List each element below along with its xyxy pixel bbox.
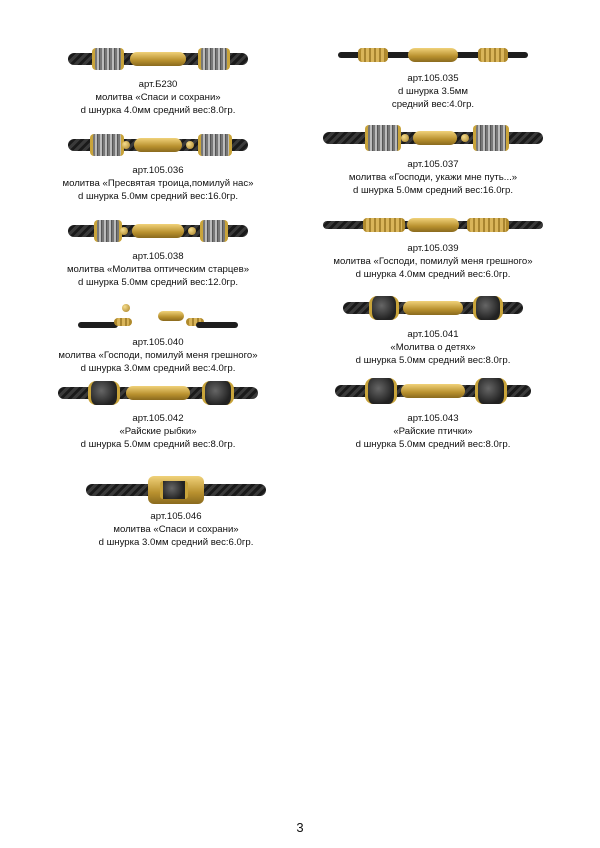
product-item-105-040 [23,298,293,375]
page-number: 3 [296,820,304,835]
spec-text: d шнурка 3.0мм средний вес:4.0гр. [80,363,236,374]
prayer-text: молитва «Спаси и сохрани» [113,524,239,535]
product-item-105-037 [298,120,568,197]
spec-text: d шнурка 4.0мм средний вес:6.0гр. [355,269,511,280]
spec-text: d шнурка 3.0мм средний вес:6.0гр. [98,537,254,548]
product-caption [298,328,568,367]
article-number: арт.105.037 [407,159,459,170]
bracelet-image [343,290,523,326]
prayer-text: молитва «Господи, укажи мне путь...» [348,172,518,183]
product-item-105-043 [298,372,568,451]
prayer-text: молитва «Господи, помилуй меня грешного» [58,350,258,361]
product-item-105-036 [23,128,293,203]
product-item-105-039 [298,210,568,281]
spec-text: d шнурка 5.0мм средний вес:8.0гр. [355,355,511,366]
spec-text: d шнурка 4.0мм средний вес:8.0гр. [80,105,236,116]
prayer-text: «Райские птички» [393,426,473,437]
spec-text: средний вес:4.0гр. [391,99,475,110]
product-caption [298,72,568,111]
bracelet-image [68,128,248,162]
prayer-text: «Райские рыбки» [119,426,197,437]
bracelet-image [86,472,266,508]
product-item-105-038 [23,214,293,289]
bracelet-image [323,120,543,156]
article-number: арт.105.042 [132,413,184,424]
article-number: арт.Б230 [138,79,178,90]
spec-text: d шнурка 5.0мм средний вес:16.0гр. [77,191,239,202]
product-caption [298,412,568,451]
article-number: арт.105.043 [407,413,459,424]
prayer-text: молитва «Молитва оптическим старцев» [66,264,250,275]
article-number: арт.105.038 [132,251,184,262]
product-caption [23,250,293,289]
product-caption [41,510,311,549]
article-number: арт.105.036 [132,165,184,176]
spec-text: d шнурка 5.0мм средний вес:8.0гр. [80,439,236,450]
spec-text: d шнурка 5.0мм средний вес:16.0гр. [352,185,514,196]
prayer-text: молитва «Спаси и сохрани» [95,92,221,103]
product-caption [298,158,568,197]
product-item-105-041 [298,290,568,367]
product-item-105-042 [23,376,293,451]
bracelet-image [338,40,528,70]
article-number: арт.105.041 [407,329,459,340]
product-caption [23,78,293,117]
article-number: арт.105.040 [132,337,184,348]
product-item-b230 [23,42,293,117]
product-caption [23,164,293,203]
product-caption [298,242,568,281]
spec-text: d шнурка 5.0мм средний вес:8.0гр. [355,439,511,450]
bracelet-image [335,372,531,410]
article-number: арт.105.046 [150,511,202,522]
bracelet-image [323,210,543,240]
bracelet-image [78,298,238,334]
product-item-105-046 [41,472,311,549]
article-number: арт.105.039 [407,243,459,254]
prayer-text: «Молитва о детях» [390,342,476,353]
prayer-text: молитва «Господи, помилуй меня грешного» [333,256,533,267]
product-caption [23,412,293,451]
product-item-105-035 [298,40,568,111]
product-caption [23,336,293,375]
bracelet-image [68,42,248,76]
prayer-text: d шнурка 3.5мм [398,86,468,97]
article-number: арт.105.035 [407,73,459,84]
bracelet-image [58,376,258,410]
prayer-text: молитва «Пресвятая троица,помилуй нас» [62,178,254,189]
spec-text: d шнурка 5.0мм средний вес:12.0гр. [77,277,239,288]
bracelet-image [68,214,248,248]
